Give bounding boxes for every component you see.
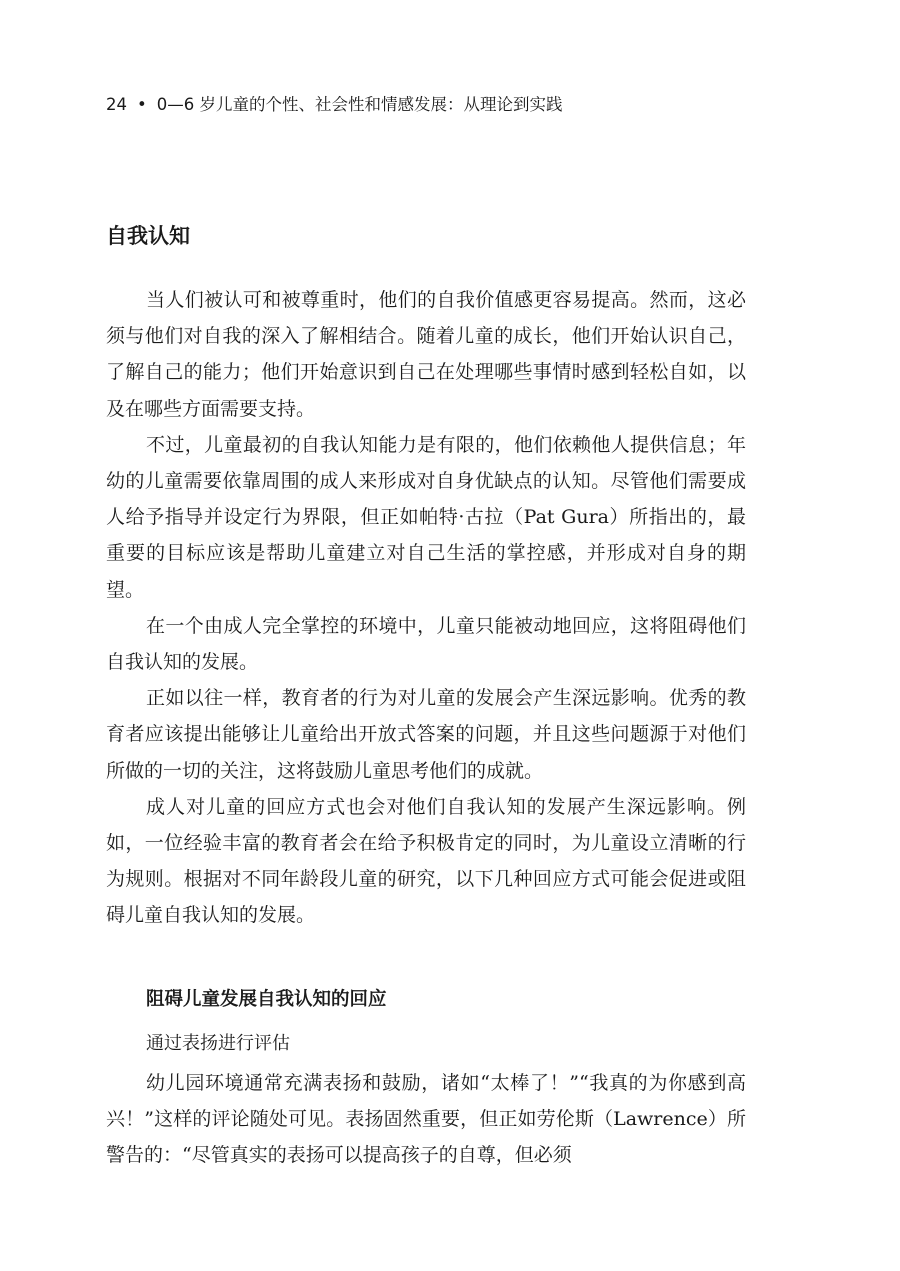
page-number: 24 — [106, 95, 127, 114]
paragraph: 成人对儿童的回应方式也会对他们自我认知的发展产生深远影响。例如，一位经验丰富的教育者会在给予积极肯定的同时，为儿童设立清晰的行为规则。根据对不同年龄段儿童的研究，以下几种回应方式可能会促进或阻碍儿童自我认知的发展。 — [106, 795, 746, 927]
paragraph: 当人们被认可和被尊重时，他们的自我价值感更容易提高。然而，这必须与他们对自我的深入了解相结合。随着儿童的成长，他们开始认识自己，了解自己的能力；他们开始意识到自己在处理哪些事情时感到轻松自如，以及在哪些方面需要支持。 — [106, 289, 746, 420]
subsection-body — [106, 1065, 746, 1174]
paragraph: 幼儿园环境通常充满表扬和鼓励，诸如“太棒了！”“我真的为你感到高兴！”这样的评论随处可见。表扬固然重要，但正如劳伦斯（Lawrence）所警告的：“尽管真实的表扬可以提高孩子的自尊，但必须 — [106, 1072, 746, 1167]
running-header — [106, 93, 562, 117]
minor-heading: 通过表扬进行评估 — [146, 1033, 290, 1054]
subsection-title: 阻碍儿童发展自我认知的回应 — [146, 989, 387, 1010]
section-title: 自我认知 — [106, 224, 190, 248]
section-body — [106, 282, 746, 934]
paragraph: 在一个由成人完全掌控的环境中，儿童只能被动地回应，这将阻碍他们自我认知的发展。 — [106, 614, 746, 674]
paragraph: 正如以往一样，教育者的行为对儿童的发展会产生深远影响。优秀的教育者应该提出能够让儿童给出开放式答案的问题，并且这些问题源于对他们所做的一切的关注，这将鼓励儿童思考他们的成就。 — [106, 687, 746, 782]
book-title: 0—6 岁儿童的个性、社会性和情感发展：从理论到实践 — [156, 95, 563, 114]
paragraph: 不过，儿童最初的自我认知能力是有限的，他们依赖他人提供信息；年幼的儿童需要依靠周围的成人来形成对自身优缺点的认知。尽管他们需要成人给予指导并设定行为界限，但正如帕特·古拉（Pat Gura）所指出的，最重要的目标应该是帮助儿童建立对自己生活的掌控感，并形成对自身的期望。 — [106, 433, 746, 601]
header-separator: • — [137, 95, 147, 114]
